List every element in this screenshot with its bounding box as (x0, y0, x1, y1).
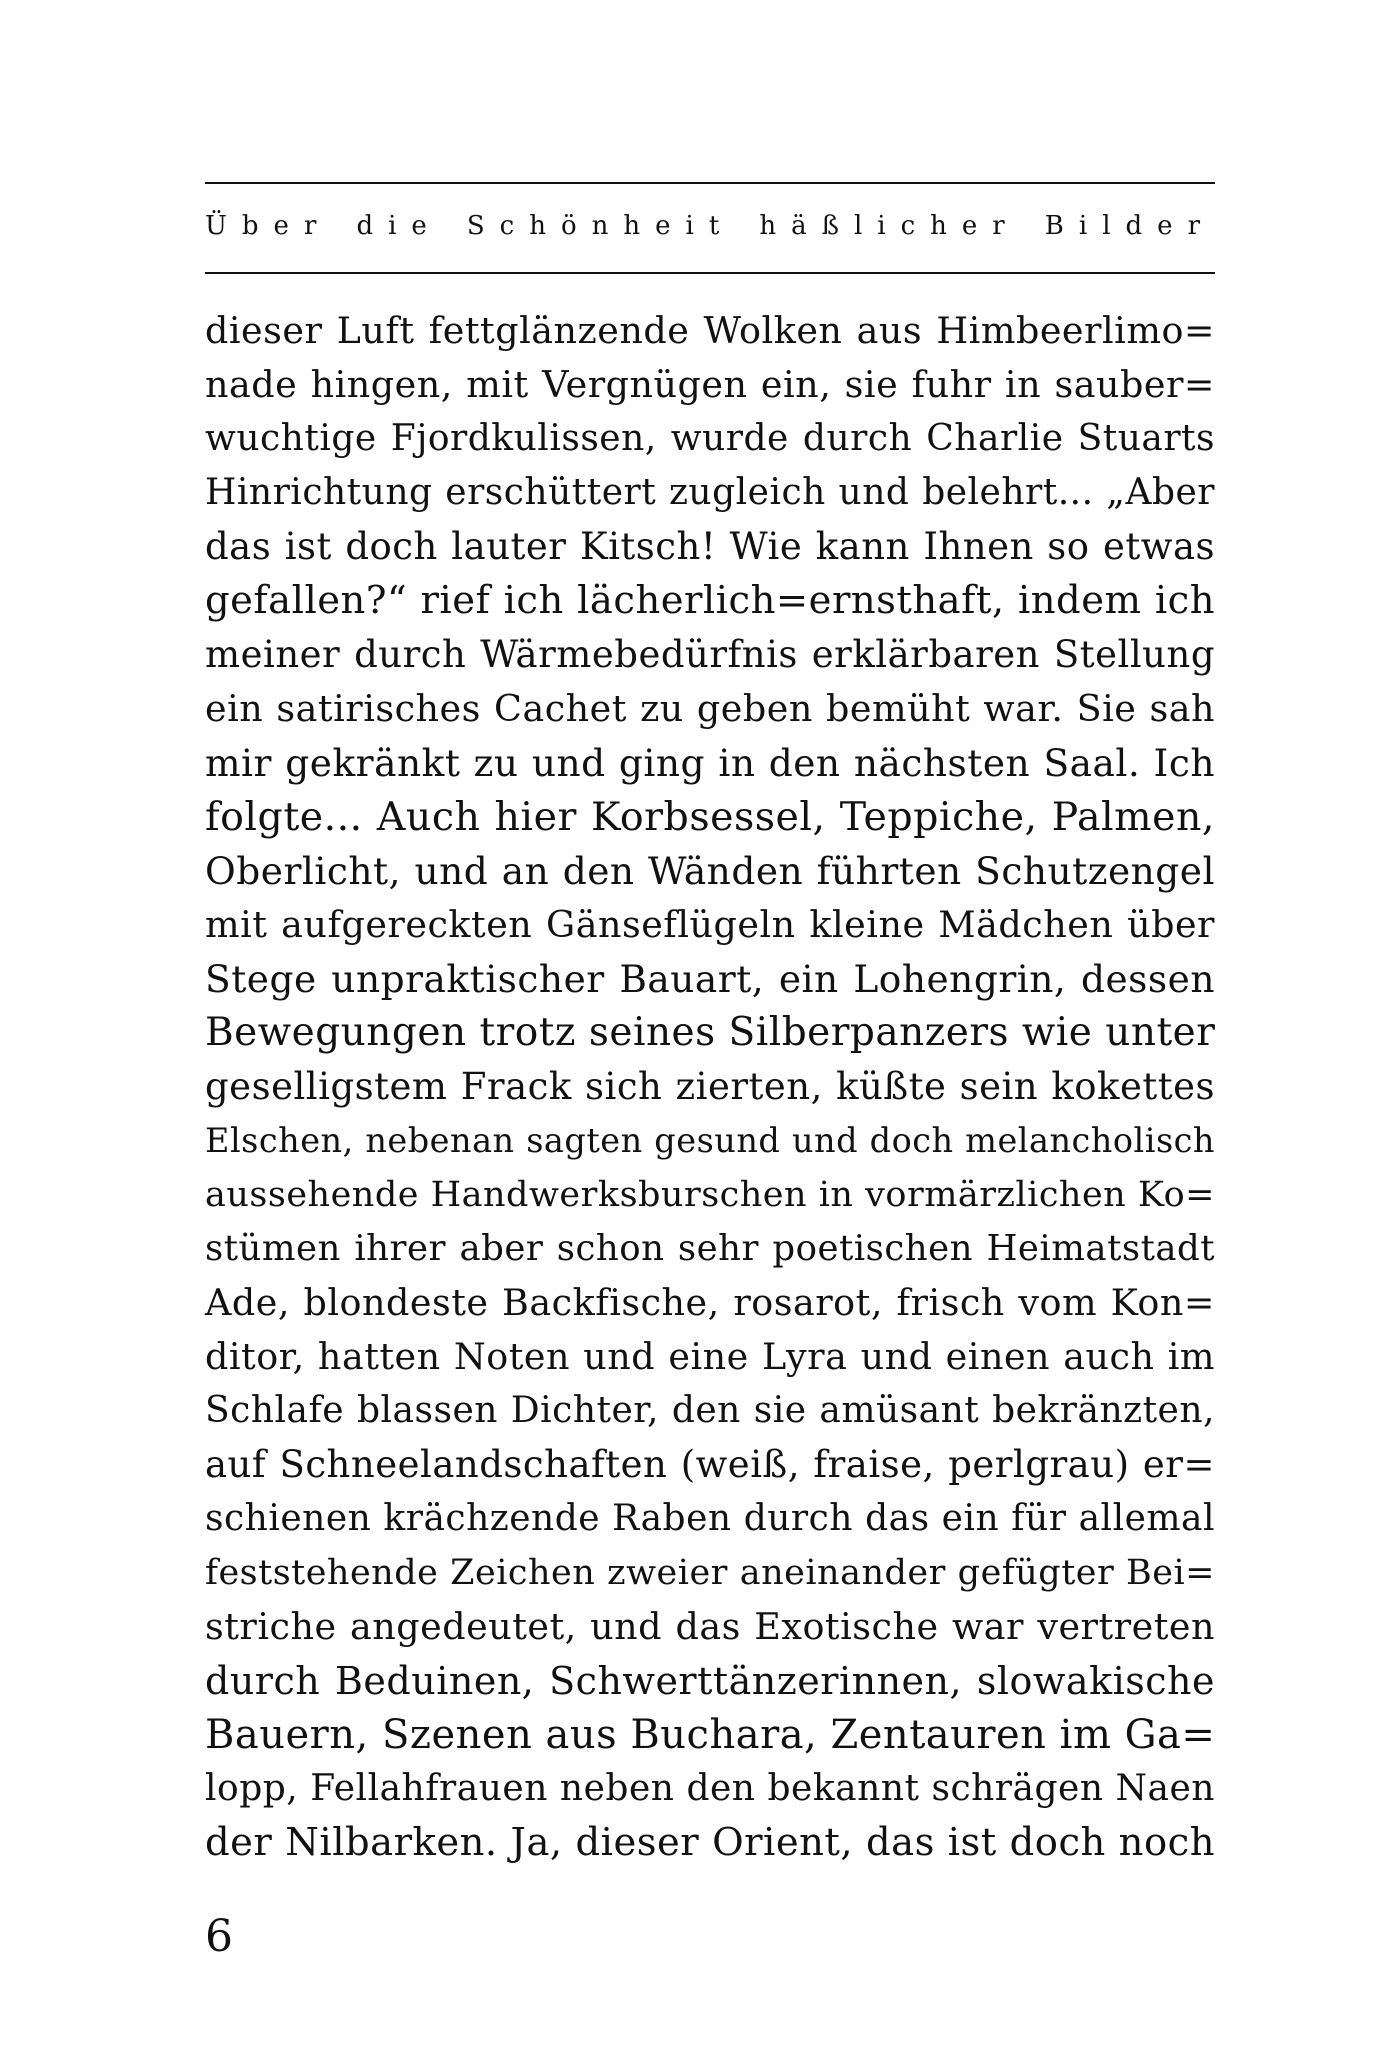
header-rule-bottom (205, 272, 1215, 274)
text-line: schienen krächzende Raben durch das ein für allemal (205, 1498, 1215, 1539)
text-line: striche angedeutet, und das Exotische war vertreten (205, 1605, 1215, 1648)
text-line: mit aufgereckten Gänseflügeln kleine Mädchen über (205, 903, 1215, 946)
text-line: Hinrichtung erschüttert zugleich und belehrt... „Aber (205, 472, 1215, 513)
page-number: 6 (205, 1911, 233, 1962)
text-line: feststehende Zeichen zweier aneinander gefügter Bei= (205, 1553, 1215, 1593)
text-line: geselligstem Frack sich zierten, küßte sein kokettes (205, 1065, 1215, 1108)
text-line: Bewegungen trotz seines Silberpanzers wie unter (205, 1010, 1216, 1055)
text-line: das ist doch lauter Kitsch! Wie kann Ihnen so etwas (205, 525, 1215, 568)
text-line: meiner durch Wärmebedürfnis erklärbaren Stellung (205, 633, 1215, 676)
text-line: Schlafe blassen Dichter, den sie amüsant bekränzten, (205, 1390, 1215, 1431)
text-line: wuchtige Fjordkulissen, wurde durch Charlie Stuarts (205, 418, 1215, 459)
running-head-title: Über die Schönheit häßlicher Bilder (205, 211, 1215, 241)
text-line: durch Beduinen, Schwerttänzerinnen, slowakische (205, 1659, 1215, 1703)
body-text (205, 304, 1215, 1870)
text-line: auf Schneelandschaften (weiß, fraise, perlgrau) er= (205, 1443, 1215, 1486)
text-line: nade hingen, mit Vergnügen ein, sie fuhr in sauber= (205, 363, 1215, 406)
text-line: Oberlicht, und an den Wänden führten Schutzengel (205, 849, 1215, 893)
text-line: der Nilbarken. Ja, dieser Orient, das ist doch noch (205, 1820, 1215, 1865)
text-line: Elschen, nebenan sagten gesund und doch melancholisch (205, 1121, 1215, 1160)
text-line: dieser Luft fettglänzende Wolken aus Himbeerlimo= (205, 309, 1215, 352)
text-line: Ade, blondeste Backfische, rosarot, frisch vom Kon= (205, 1281, 1215, 1324)
header-rule-top (205, 182, 1215, 184)
text-line: Bauern, Szenen aus Buchara, Zentauren im Ga= (205, 1712, 1216, 1758)
text-line: aussehende Handwerksburschen in vormärzlichen Ko= (205, 1175, 1215, 1215)
text-line: mir gekränkt zu und ging in den nächsten Saal. Ich (205, 741, 1215, 785)
text-line: ein satirisches Cachet zu geben bemüht war. Sie sah (205, 687, 1215, 730)
text-line: lopp, Fellahfrauen neben den bekannt schrägen Naen (205, 1768, 1215, 1809)
text-line: Stege unpraktischer Bauart, ein Lohengrin, dessen (205, 957, 1215, 1001)
text-line: ditor, hatten Noten und eine Lyra und einen auch im (205, 1335, 1215, 1378)
text-line: gefallen?“ rief ich lächerlich=ernsthaft, indem ich (205, 578, 1215, 623)
text-line: folgte... Auch hier Korbsessel, Teppiche, Palmen, (205, 794, 1215, 840)
text-line: stümen ihrer aber schon sehr poetischen Heimatstadt (205, 1228, 1215, 1269)
